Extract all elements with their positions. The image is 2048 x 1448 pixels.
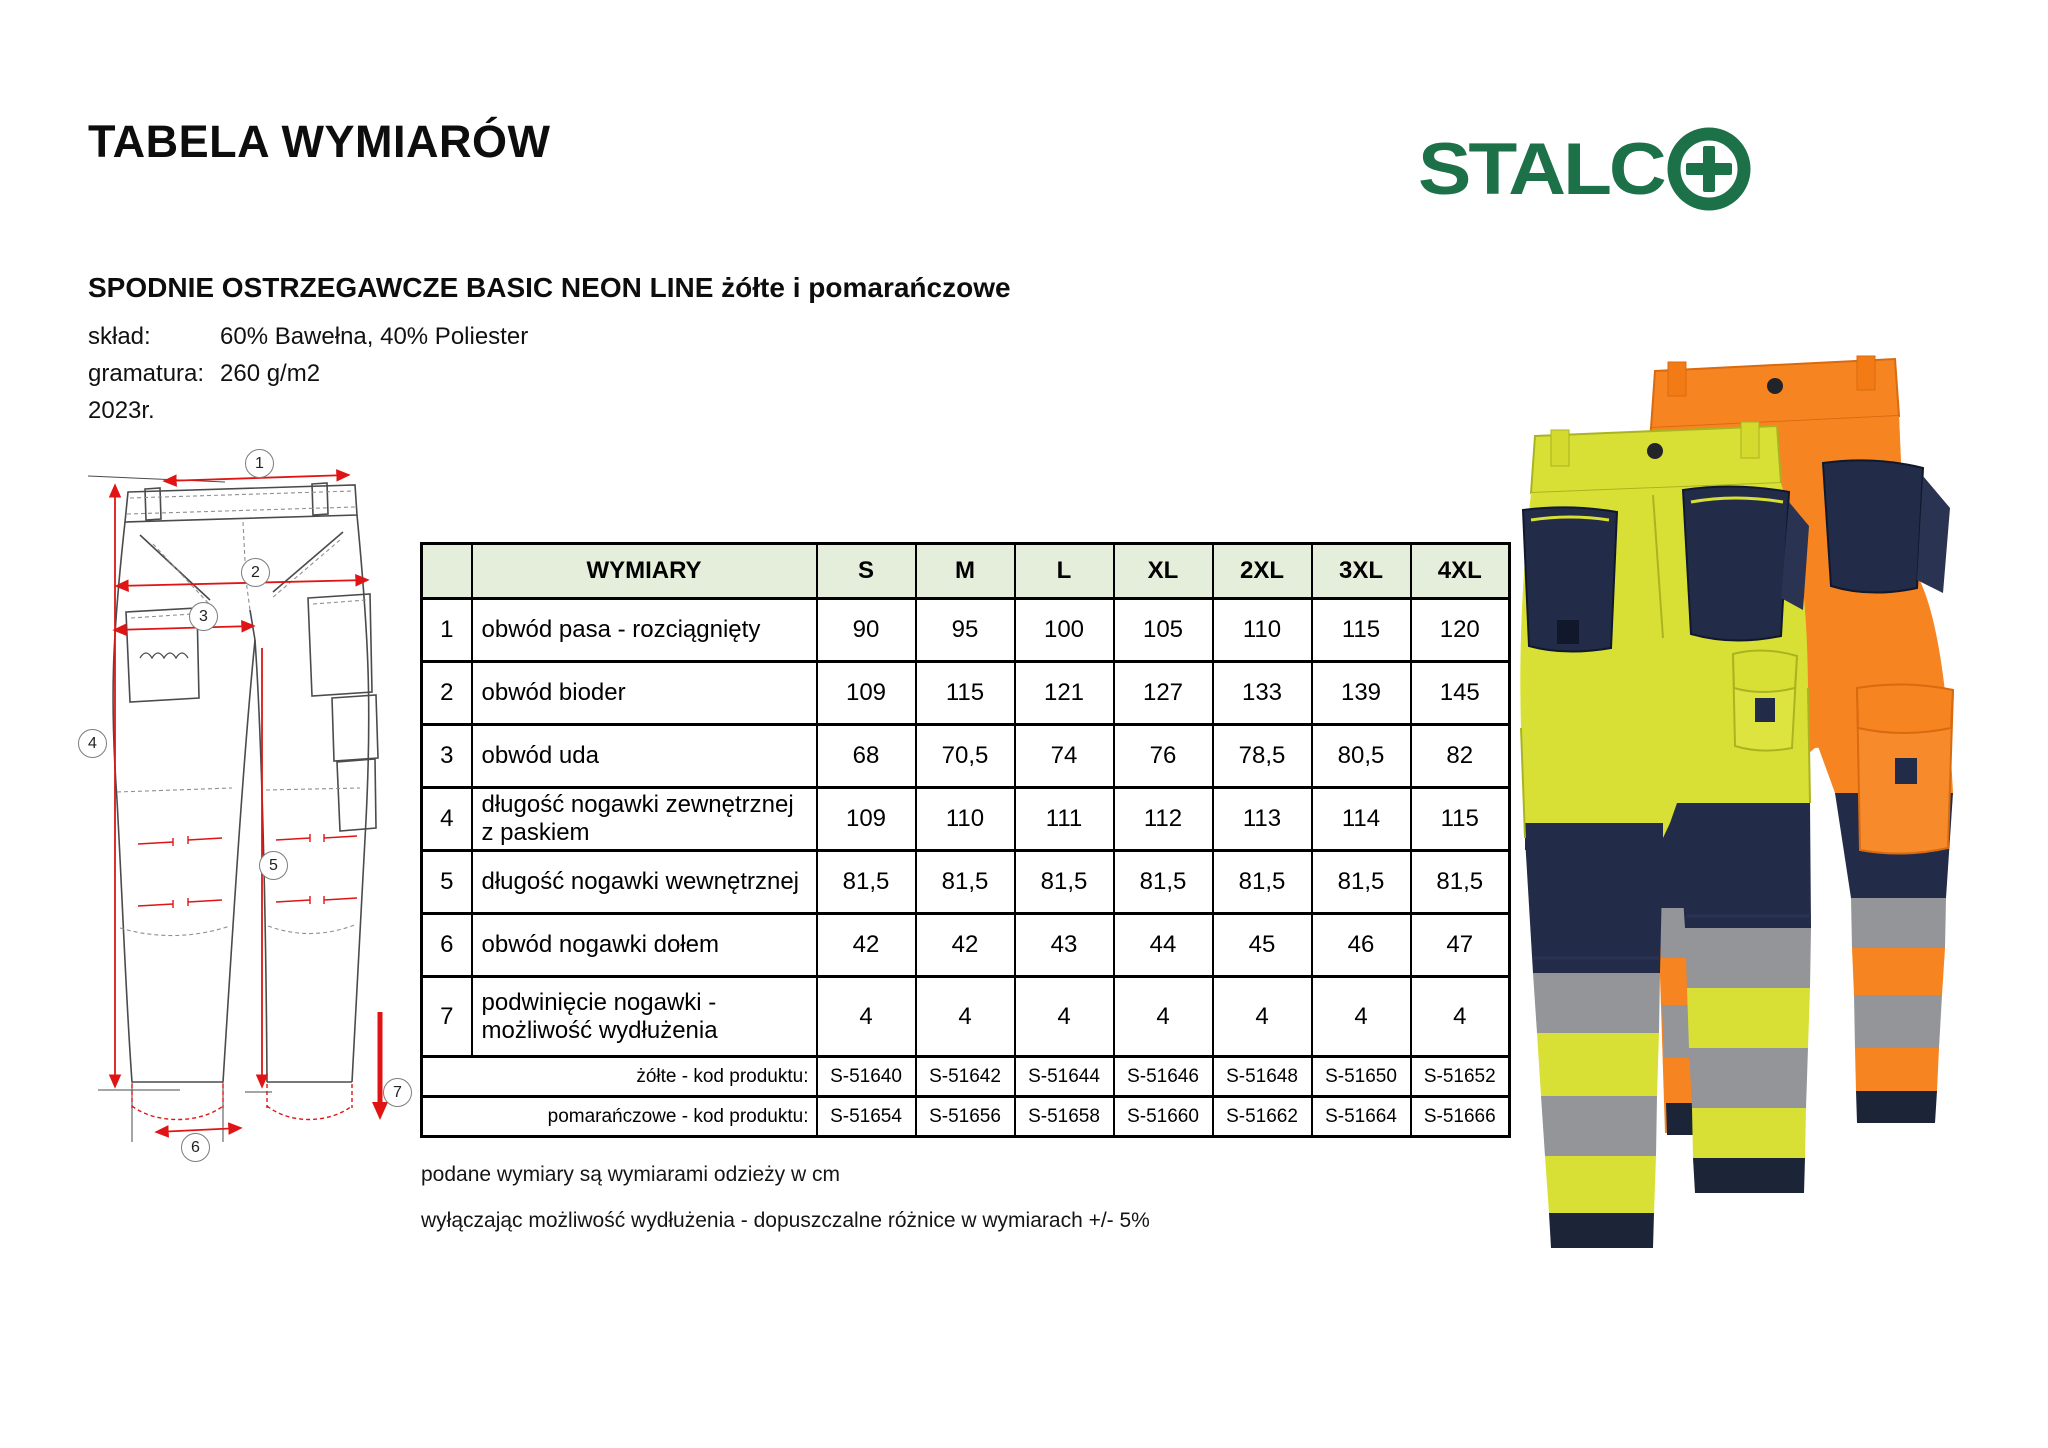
size-value: 80,5 [1312, 725, 1411, 788]
trousers-measurement-diagram [60, 440, 430, 1170]
dimension-label: długość nogawki zewnętrznej z paskiem [472, 788, 817, 851]
column-header [422, 544, 472, 599]
size-value: 43 [1015, 914, 1114, 977]
table-row [422, 914, 1510, 977]
spec-row [88, 355, 528, 392]
size-value: 113 [1213, 788, 1312, 851]
size-value: 47 [1411, 914, 1510, 977]
size-table [420, 542, 1511, 1138]
column-header: 2XL [1213, 544, 1312, 599]
size-value: 120 [1411, 599, 1510, 662]
size-value: 82 [1411, 725, 1510, 788]
product-code: S-51652 [1411, 1057, 1510, 1097]
measurement-marker-5: 5 [259, 851, 288, 880]
footnote: wyłączając możliwość wydłużenia - dopuszczalne różnice w wymiarach +/- 5% [421, 1209, 1150, 1232]
measurement-marker-2: 2 [241, 558, 270, 587]
measurement-marker-4: 4 [78, 729, 107, 758]
size-value: 81,5 [1114, 851, 1213, 914]
size-value: 111 [1015, 788, 1114, 851]
size-value: 110 [916, 788, 1015, 851]
size-value: 81,5 [817, 851, 916, 914]
product-code-row [422, 1097, 1510, 1137]
product-name: SPODNIE OSTRZEGAWCZE BASIC NEON LINE żółte i pomarańczowe [88, 272, 1011, 303]
dimension-label: podwinięcie nogawki - możliwość wydłużenia [472, 977, 817, 1057]
product-code-label: pomarańczowe - kod produktu: [422, 1097, 817, 1137]
size-value: 81,5 [1411, 851, 1510, 914]
measurement-marker-7: 7 [383, 1078, 412, 1107]
column-header: M [916, 544, 1015, 599]
spec-label: skład: [88, 322, 151, 350]
product-code: S-51640 [817, 1057, 916, 1097]
column-header: 3XL [1312, 544, 1411, 599]
row-number: 1 [422, 599, 472, 662]
stitching-lines [117, 491, 366, 936]
spec-label: gramatura: [88, 359, 205, 387]
product-code: S-51664 [1312, 1097, 1411, 1137]
dimension-label: obwód bioder [472, 662, 817, 725]
product-code: S-51654 [817, 1097, 916, 1137]
footnotes [421, 1163, 1150, 1255]
stalco-logo [1418, 126, 1752, 212]
row-number: 4 [422, 788, 472, 851]
product-code: S-51660 [1114, 1097, 1213, 1137]
product-code-label: żółte - kod produktu: [422, 1057, 817, 1097]
size-value: 76 [1114, 725, 1213, 788]
column-header: L [1015, 544, 1114, 599]
measurement-marker-6: 6 [181, 1133, 210, 1162]
product-code: S-51662 [1213, 1097, 1312, 1137]
row-number: 2 [422, 662, 472, 725]
size-value: 4 [1213, 977, 1312, 1057]
row-number: 5 [422, 851, 472, 914]
column-header: 4XL [1411, 544, 1510, 599]
size-value: 81,5 [1015, 851, 1114, 914]
column-header: WYMIARY [472, 544, 817, 599]
spec-label: 2023r. [88, 396, 155, 424]
size-value: 81,5 [1312, 851, 1411, 914]
table-row [422, 599, 1510, 662]
stalco-logo-text: STALC [1418, 127, 1664, 210]
spec-value: 60% Bawełna, 40% Poliester [220, 322, 529, 350]
measurement-marker-3: 3 [189, 602, 218, 631]
size-value: 109 [817, 788, 916, 851]
size-value: 109 [817, 662, 916, 725]
product-specs [88, 318, 528, 429]
size-value: 95 [916, 599, 1015, 662]
spec-value: 260 g/m2 [220, 359, 321, 387]
dimension-label: długość nogawki wewnętrznej [472, 851, 817, 914]
page-title: TABELA WYMIARÓW [88, 116, 551, 167]
row-number: 7 [422, 977, 472, 1057]
size-value: 110 [1213, 599, 1312, 662]
table-row [422, 977, 1510, 1057]
size-value: 145 [1411, 662, 1510, 725]
size-value: 4 [916, 977, 1015, 1057]
size-value: 139 [1312, 662, 1411, 725]
size-value: 68 [817, 725, 916, 788]
stalco-plus-icon [1666, 126, 1752, 212]
size-value: 105 [1114, 599, 1213, 662]
table-row [422, 851, 1510, 914]
size-value: 42 [916, 914, 1015, 977]
table-row [422, 662, 1510, 725]
product-code: S-51642 [916, 1057, 1015, 1097]
size-value: 74 [1015, 725, 1114, 788]
product-code: S-51650 [1312, 1057, 1411, 1097]
size-value: 4 [1312, 977, 1411, 1057]
size-value: 81,5 [1213, 851, 1312, 914]
size-value: 4 [1411, 977, 1510, 1057]
size-value: 81,5 [916, 851, 1015, 914]
row-number: 3 [422, 725, 472, 788]
dimension-label: obwód uda [472, 725, 817, 788]
product-code: S-51658 [1015, 1097, 1114, 1137]
size-value: 133 [1213, 662, 1312, 725]
trousers-outline [88, 476, 378, 1142]
product-code-row [422, 1057, 1510, 1097]
product-code: S-51644 [1015, 1057, 1114, 1097]
size-value: 115 [1312, 599, 1411, 662]
size-value: 42 [817, 914, 916, 977]
size-value: 78,5 [1213, 725, 1312, 788]
dimension-label: obwód nogawki dołem [472, 914, 817, 977]
size-value: 44 [1114, 914, 1213, 977]
product-code: S-51648 [1213, 1057, 1312, 1097]
column-header: S [817, 544, 916, 599]
size-value: 70,5 [916, 725, 1015, 788]
hem-extension-dashed [132, 1084, 352, 1120]
product-code: S-51646 [1114, 1057, 1213, 1097]
product-photo-trousers [1505, 258, 2048, 1308]
size-value: 112 [1114, 788, 1213, 851]
spec-row [88, 318, 528, 355]
footnote: podane wymiary są wymiarami odzieży w cm [421, 1163, 840, 1186]
size-value: 115 [1411, 788, 1510, 851]
column-header: XL [1114, 544, 1213, 599]
size-value: 4 [817, 977, 916, 1057]
product-code: S-51656 [916, 1097, 1015, 1137]
size-value: 4 [1114, 977, 1213, 1057]
size-value: 121 [1015, 662, 1114, 725]
spec-row [88, 392, 528, 429]
table-row [422, 725, 1510, 788]
product-code: S-51666 [1411, 1097, 1510, 1137]
roll-arrow-7 [372, 1012, 388, 1120]
row-number: 6 [422, 914, 472, 977]
size-value: 90 [817, 599, 916, 662]
table-row [422, 788, 1510, 851]
table-header-row [422, 544, 1510, 599]
size-value: 115 [916, 662, 1015, 725]
size-value: 114 [1312, 788, 1411, 851]
dimension-label: obwód pasa - rozciągnięty [472, 599, 817, 662]
size-value: 4 [1015, 977, 1114, 1057]
size-value: 127 [1114, 662, 1213, 725]
size-value: 46 [1312, 914, 1411, 977]
size-value: 100 [1015, 599, 1114, 662]
size-value: 45 [1213, 914, 1312, 977]
measurement-marker-1: 1 [245, 449, 274, 478]
